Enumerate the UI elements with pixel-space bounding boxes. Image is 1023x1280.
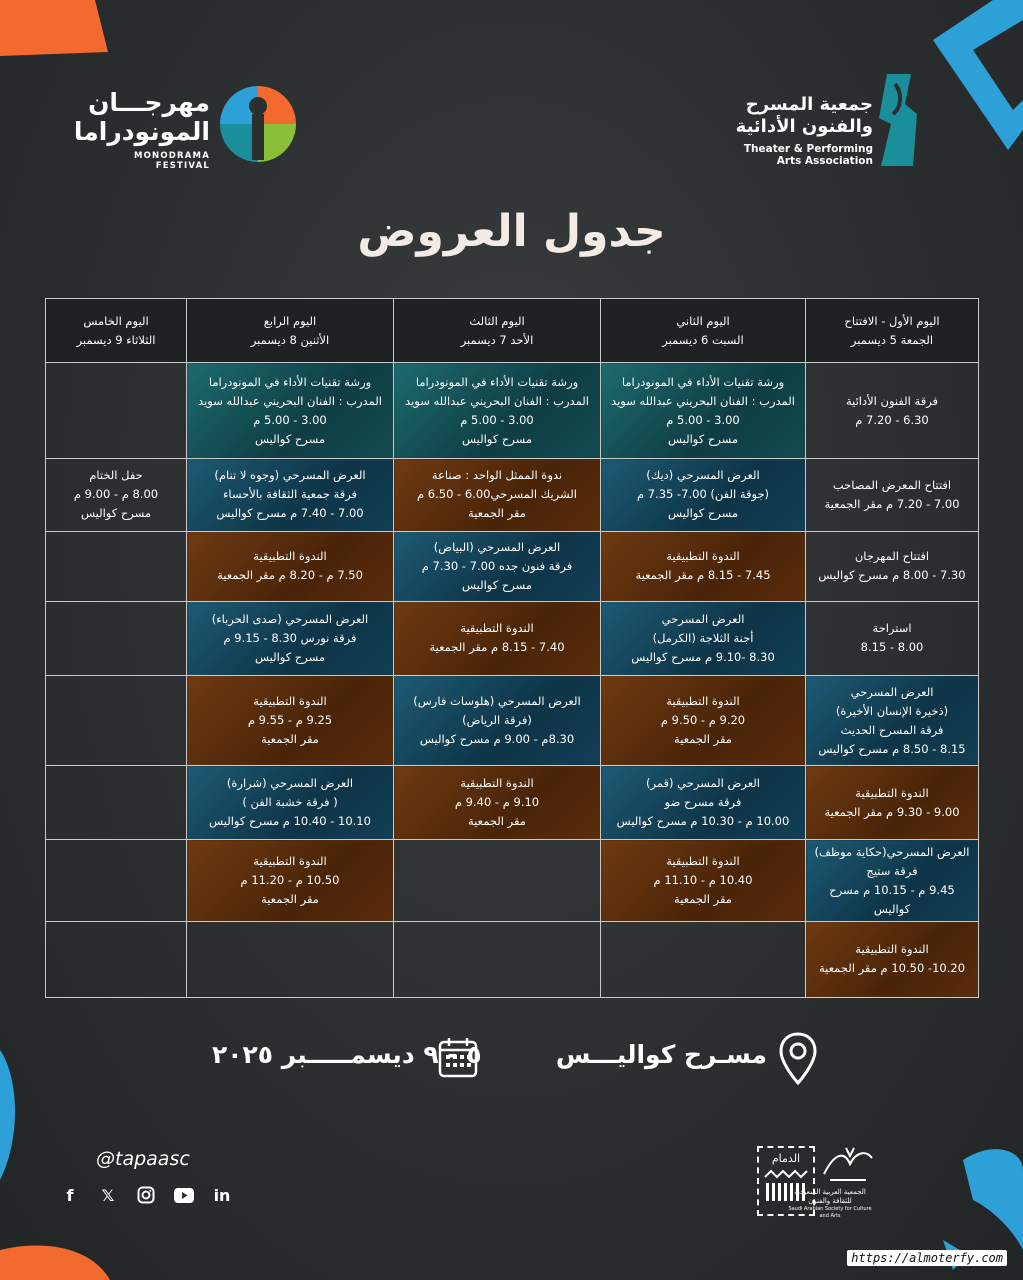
cell-text-line: فرقة الفنون الأدائية (845, 393, 939, 408)
cell-text-line: مقر الجمعية (674, 732, 732, 747)
cell-text-line: (فرقة الرياض) (462, 713, 532, 728)
cell-text-line: 7.45 - 8.15 م مقر الجمعية (635, 568, 771, 583)
cell-text-line: مسرح كواليس (667, 506, 739, 521)
cell-text-line: 8.15 - 8.50 م مسرح كواليس (818, 741, 966, 756)
cell-text-line: المدرب : الفنان البحريني عبدالله سويد (405, 393, 589, 408)
location-pin-icon (778, 1032, 818, 1086)
header-day-4: اليوم الرابع الأثنين 8 ديسمبر (187, 299, 394, 363)
cell-text-line: الندوة التطبيقية (460, 621, 534, 636)
cell-text-line: أجنة الثلاجة (الكرمل) (652, 630, 754, 645)
schedule-cell-day-3 (394, 840, 601, 921)
schedule-cell-day-4 (187, 675, 394, 765)
cell-text-line: العرض المسرحي (850, 684, 934, 699)
schedule-cell-day-4 (187, 840, 394, 921)
table-row (46, 840, 979, 921)
schedule-cell-day-3 (394, 601, 601, 675)
schedule-cell-day-2 (601, 921, 806, 997)
table-row (46, 531, 979, 601)
cell-text-line: الندوة التطبيقية (253, 549, 327, 564)
schedule-cell-day-1 (806, 459, 979, 531)
header-day-3: اليوم الثالث الأحد 7 ديسمبر (394, 299, 601, 363)
cell-text-line: العرض المسرحي (صدى الحرباء) (211, 611, 369, 626)
schedule-cell-day-1 (806, 601, 979, 675)
cell-text-line: افتتاح المهرجان (854, 549, 930, 564)
cell-text-line: 8.00 م - 9.00 م (73, 487, 159, 502)
schedule-cell-day-1 (806, 921, 979, 997)
cell-text-line: العرض المسرحي (وجوه لا تنام) (214, 468, 366, 483)
corner-decoration-top-left (0, 0, 110, 60)
cell-text-line: مسرح كواليس (254, 649, 326, 664)
festival-dates: ٥ - ٩ ديسمـــــبر ٢٠٢٥ (212, 1040, 482, 1069)
schedule-cell-day-1 (806, 363, 979, 459)
schedule-cell-day-1 (806, 840, 979, 921)
cell-text-line: الندوة التطبيقية (253, 854, 327, 869)
cell-text-line: 9.00 - 9.30 م مقر الجمعية (824, 804, 960, 819)
cell-text-line: ندوة الممثل الواحد : صناعة (431, 468, 563, 483)
cell-text-line: 8.30م - 9.00 م مسرح كواليس (419, 732, 575, 747)
cell-text-line: مسرح كواليس (461, 577, 533, 592)
cell-text-line: مقر الجمعية (468, 506, 526, 521)
cell-text-line: 7.30 - 8.00 م مسرح كواليس (818, 568, 966, 583)
cell-text-line: الندوة التطبيقية (855, 785, 929, 800)
cell-text-line: الندوة التطبيقية (666, 854, 740, 869)
festival-name-english: MONODRAMA FESTIVAL (133, 151, 210, 171)
cell-text-line: مسرح كواليس (254, 431, 326, 446)
corner-decoration-top-right (913, 0, 1023, 170)
schedule-cell-day-2 (601, 459, 806, 531)
watermark-url[interactable]: https://almoterfy.com (847, 1250, 1007, 1266)
festival-name-arabic: مهرجـــان المونودراما (73, 88, 210, 146)
cell-text-line: مقر الجمعية (261, 892, 319, 907)
cell-text-line: 10.10 - 10.40 م مسرح كواليس (209, 814, 371, 829)
schedule-cell-day-5 (46, 531, 187, 601)
schedule-cell-day-5 (46, 921, 187, 997)
cell-text-line: فرقة نورس 8.30 - 9.15 م (223, 630, 357, 645)
schedule-cell-day-2 (601, 531, 806, 601)
cell-text-line: حفل الختام (89, 468, 143, 483)
cell-text-line: 7.50 م - 8.20 م مقر الجمعية (217, 568, 363, 583)
cell-text-line: 10.00 م - 10.30 م مسرح كواليس (616, 814, 790, 829)
schedule-cell-day-3 (394, 459, 601, 531)
schedule-cell-day-5 (46, 363, 187, 459)
cell-text-line: الندوة التطبيقية (855, 942, 929, 957)
instagram-icon[interactable] (136, 1185, 156, 1205)
cell-text-line: ورشة تقنيات الأداء في المونودراما (208, 374, 372, 389)
schedule-cell-day-1 (806, 531, 979, 601)
cell-text-line: المدرب : الفنان البحريني عبدالله سويد (198, 393, 382, 408)
cell-text-line: 7.00 - 7.40 م مسرح كواليس (216, 506, 364, 521)
cell-text-line: العرض المسرحي (البياض) (433, 539, 561, 554)
cell-text-line: العرض المسرحي(حكاية موظف) (814, 844, 970, 859)
cell-text-line: 9.45 م - 10.15 م مسرح كواليس (829, 882, 955, 916)
table-header-row (46, 299, 979, 363)
cell-text-line: العرض المسرحي (661, 611, 745, 626)
social-icons (60, 1185, 232, 1205)
schedule-cell-day-5 (46, 459, 187, 531)
table-row (46, 601, 979, 675)
cell-text-line: الندوة التطبيقية (460, 776, 534, 791)
cell-text-line: 10.50 م - 11.20 م (240, 873, 340, 888)
cell-text-line: ورشة تقنيات الأداء في المونودراما (621, 374, 785, 389)
cell-text-line: المدرب : الفنان البحريني عبدالله سويد (611, 393, 795, 408)
schedule-cell-day-1 (806, 766, 979, 840)
schedule-cell-day-5 (46, 840, 187, 921)
schedule-cell-day-5 (46, 601, 187, 675)
schedule-cell-day-4 (187, 531, 394, 601)
header-day-5: اليوم الخامس الثلاثاء 9 ديسمبر (46, 299, 187, 363)
schedule-table (45, 298, 979, 998)
table-row (46, 459, 979, 531)
cell-text-line: 10.20- 10.50 م مقر الجمعية (818, 961, 966, 976)
schedule-cell-day-4 (187, 921, 394, 997)
schedule-cell-day-4 (187, 363, 394, 459)
schedule-cell-day-4 (187, 459, 394, 531)
association-name-english: Theater & Performing Arts Association (743, 143, 873, 167)
cell-text-line: الشريك المسرحي6.00 - 6.50 م (417, 487, 577, 502)
cell-text-line: مسرح كواليس (80, 506, 152, 521)
cell-text-line: 3.00 - 5.00 م (666, 412, 740, 427)
linkedin-icon[interactable]: in (213, 1185, 231, 1205)
schedule-cell-day-3 (394, 363, 601, 459)
cell-text-line: فرقة جمعية الثقافة بالأحساء (222, 487, 358, 502)
cell-text-line: 8.00 - 8.15 (860, 640, 924, 655)
schedule-cell-day-4 (187, 601, 394, 675)
schedule-cell-day-4 (187, 766, 394, 840)
schedule-cell-day-2 (601, 675, 806, 765)
cell-text-line: (ذخيرة الإنسان الأخيرة) (835, 703, 949, 718)
page-title: جدول العروض (357, 206, 666, 257)
cell-text-line: العرض المسرحي (قمر) (646, 776, 760, 791)
schedule-cell-day-2 (601, 601, 806, 675)
cell-text-line: فرقة ستيج (866, 863, 918, 878)
table-row (46, 363, 979, 459)
cell-text-line: مقر الجمعية (468, 814, 526, 829)
cell-text-line: الندوة التطبيقية (253, 694, 327, 709)
cell-text-line: ( فرقة خشبة الفن ) (242, 795, 338, 810)
cell-text-line: فرقة المسرح الحديث (840, 722, 944, 737)
cell-text-line: 9.10 م - 9.40 م (454, 795, 540, 810)
cell-text-line: 7.00 - 7.20 م مقر الجمعية (824, 496, 960, 511)
schedule-cell-day-3 (394, 766, 601, 840)
cell-text-line: مسرح كواليس (461, 431, 533, 446)
cell-text-line: فرقة مسرح ضو (664, 795, 742, 810)
table-row (46, 675, 979, 765)
cell-text-line: 3.00 - 5.00 م (253, 412, 327, 427)
cell-text-line: استراحة (872, 621, 912, 636)
x-twitter-icon[interactable]: 𝕏 (101, 1185, 115, 1205)
saudi-arts-society-name: الجمعية العربية السعودية للثقافة والفنون Saudi Arabian Society for Culture and Arts (788, 1188, 872, 1219)
schedule-cell-day-5 (46, 766, 187, 840)
cell-text-line: (جوقة الفن) 7.00- 7.35 م (636, 487, 770, 502)
schedule-cell-day-2 (601, 363, 806, 459)
theater-association-logo-icon (877, 74, 921, 166)
cell-text-line: العرض المسرحي (ديك) (646, 468, 760, 483)
cell-text-line: 10.40 م - 11.10 م (653, 873, 753, 888)
cell-text-line: 9.25 م - 9.55 م (247, 713, 333, 728)
cell-text-line: الندوة التطبيقية (666, 694, 740, 709)
header-day-1: اليوم الأول - الافتتاح الجمعة 5 ديسمبر (806, 299, 979, 363)
cell-text-line: العرض المسرحي (هلوسات فارس) (413, 694, 581, 709)
cell-text-line: افتتاح المعرض المصاحب (832, 477, 952, 492)
header-day-2: اليوم الثاني السبت 6 ديسمبر (601, 299, 806, 363)
association-name-arabic: جمعية المسرح والفنون الأدائية (735, 94, 873, 137)
schedule-cell-day-2 (601, 840, 806, 921)
cell-text-line: فرقة فنون جده 7.00 - 7.30 م (421, 558, 573, 573)
youtube-icon[interactable] (174, 1185, 194, 1205)
monodrama-festival-logo-icon (218, 84, 298, 164)
table-row (46, 766, 979, 840)
cell-text-line: الندوة التطبيقية (666, 549, 740, 564)
cell-text-line: ورشة تقنيات الأداء في المونودراما (415, 374, 579, 389)
schedule-cell-day-3 (394, 531, 601, 601)
schedule-cell-day-3 (394, 675, 601, 765)
schedule-cell-day-2 (601, 766, 806, 840)
schedule-cell-day-5 (46, 675, 187, 765)
cell-text-line: مقر الجمعية (261, 732, 319, 747)
cell-text-line: 7.40 - 8.15 م مقر الجمعية (429, 640, 565, 655)
social-handle[interactable]: @tapaasc (96, 1148, 190, 1170)
dammam-logo: الدمام (757, 1146, 815, 1216)
facebook-icon[interactable]: f (66, 1185, 74, 1205)
cell-text-line: العرض المسرحي (شرارة) (226, 776, 354, 791)
venue-label: مسـرح كواليـــس (555, 1040, 767, 1069)
cell-text-line: 9.20 م - 9.50 م (660, 713, 746, 728)
cell-text-line: 6.30 - 7.20 م (855, 412, 929, 427)
schedule-cell-day-1 (806, 675, 979, 765)
cell-text-line: 3.00 - 5.00 م (460, 412, 534, 427)
cell-text-line: 8.30 -9.10 م مسرح كواليس (631, 649, 775, 664)
cell-text-line: مسرح كواليس (667, 431, 739, 446)
schedule-cell-day-3 (394, 921, 601, 997)
saudi-arts-society-logo-icon (820, 1144, 876, 1186)
table-row (46, 921, 979, 997)
cell-text-line: مقر الجمعية (674, 892, 732, 907)
